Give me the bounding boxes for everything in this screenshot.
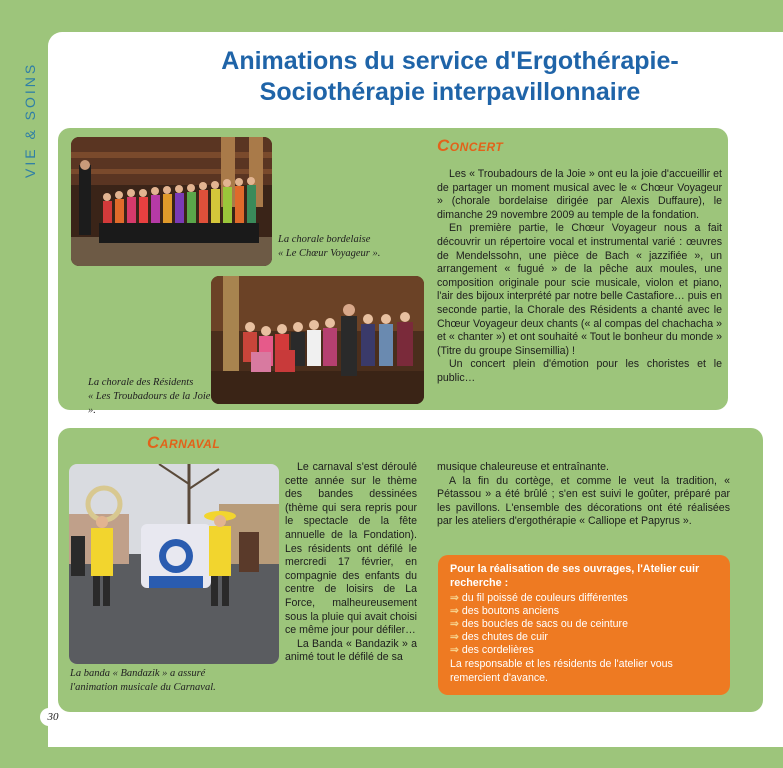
caption-line: « Le Chœur Voyageur ». <box>278 248 381 259</box>
top-tab <box>0 0 580 30</box>
carnaval-text-col2 <box>437 461 730 529</box>
carnaval-text-col1 <box>285 461 417 665</box>
page-number: 30 <box>40 708 66 726</box>
carnaval-paragraph-1: Le carnaval s'est déroulé cette année sur le thème des bandes dessinées (thème qui sera repris pour le spectacle de la fête annuelle de la Fondation). Les résidents ont défilé le mercredi 17 février, en compagnie des enfants du centre de loisirs de La Force, malheureusement sous la pluie qui avait choisi ce même jour pour défiler… <box>285 461 417 637</box>
carnaval-paragraph-2: La Banda « Bandazik » a animé tout le défilé de sa <box>285 637 417 664</box>
carnaval-photo <box>69 464 279 664</box>
arrow-icon: ⇒ <box>450 631 459 643</box>
carnaval-photo-caption <box>70 667 285 695</box>
arrow-icon: ⇒ <box>450 644 459 656</box>
list-item-text: des boutons anciens <box>461 605 560 617</box>
choir-photo-1-caption <box>278 233 408 261</box>
carnaval-paragraph-3: musique chaleureuse et entraînante. <box>437 461 609 473</box>
concert-paragraph-1: Les « Troubadours de la Joie » ont eu la joie d'accueillir et de partager un moment musical avec le « Chœur Voyageur » (chorale bordelaise dirigée par Alexis Duffaure), le dimanche 29 novembre 2009 au temple de la fondation. <box>437 168 722 221</box>
concert-text <box>437 168 722 386</box>
caption-line: La chorale bordelaise <box>278 234 371 245</box>
section-label-text: VIE & SOINS <box>22 61 38 178</box>
caption-line: La banda « Bandazik » a assuré <box>70 668 206 679</box>
atelier-box-title: Pour la réalisation de ses ouvrages, l'Atelier cuir recherche : <box>450 563 700 589</box>
atelier-cuir-box <box>438 555 730 695</box>
choir-photo-2 <box>211 276 424 404</box>
concert-paragraph-2: En première partie, le Chœur Voyageur nous a fait découvrir un répertoire vocal et instrumental varié : œuvres de Mendelssohn, une pièce de Bach « jazzifiée », un arrangement « fugué » de la pêche aux moules, une composition originale pour scie musicale, violon et piano, l'air des bijoux interprété par notre belle Castafiore… puis en seconde partie, la Chorale des Résidents a chanté avec le Chœur Voyageur deux chants (« al compas del chachacha » et « chanter ») et ont souhaité « Tout le bonheur du monde » (Titre du groupe Sinsemillia) ! <box>437 222 722 357</box>
list-item <box>450 618 628 631</box>
list-item <box>450 605 628 618</box>
arrow-icon: ⇒ <box>450 605 459 617</box>
concert-heading: Concert <box>437 136 504 155</box>
list-item <box>450 631 628 644</box>
title-line-1: Animations du service d'Ergothérapie- <box>221 47 679 75</box>
caption-line: « Les Troubadours de la Joie ». <box>88 391 211 416</box>
atelier-items-list <box>450 592 628 657</box>
caption-line: La chorale des Résidents <box>88 377 194 388</box>
list-item-text: du fil poissé de couleurs différentes <box>461 592 628 604</box>
list-item-text: des cordelières <box>461 644 534 656</box>
carnaval-paragraph-4: A la fin du cortège, et comme le veut la tradition, « Pétassou » a été brûlé ; s'en est suivi le goûter, préparé par les pavillons. L'ensemble des décorations ont été réalisées par les ateliers d'ergothérapie « Calliope et Papyrus ». <box>437 474 730 528</box>
page-title <box>170 46 730 108</box>
concert-paragraph-3: Un concert plein d'émotion pour les choristes et le public… <box>437 358 722 384</box>
arrow-icon: ⇒ <box>450 592 459 604</box>
list-item <box>450 644 628 657</box>
caption-line: l'animation musicale du Carnaval. <box>70 682 216 693</box>
list-item-text: des chutes de cuir <box>461 631 548 643</box>
choir-photo-2-caption <box>88 376 213 418</box>
choir-photo-1 <box>71 137 272 266</box>
list-item <box>450 592 628 605</box>
arrow-icon: ⇒ <box>450 618 459 630</box>
title-line-2: Sociothérapie interpavillonnaire <box>259 78 641 106</box>
list-item-text: des boucles de sacs ou de ceinture <box>461 618 628 630</box>
section-label <box>18 40 44 180</box>
carnaval-heading: Carnaval <box>147 433 221 452</box>
atelier-box-thanks: La responsable et les résidents de l'atelier vous remercient d'avance. <box>450 658 673 684</box>
